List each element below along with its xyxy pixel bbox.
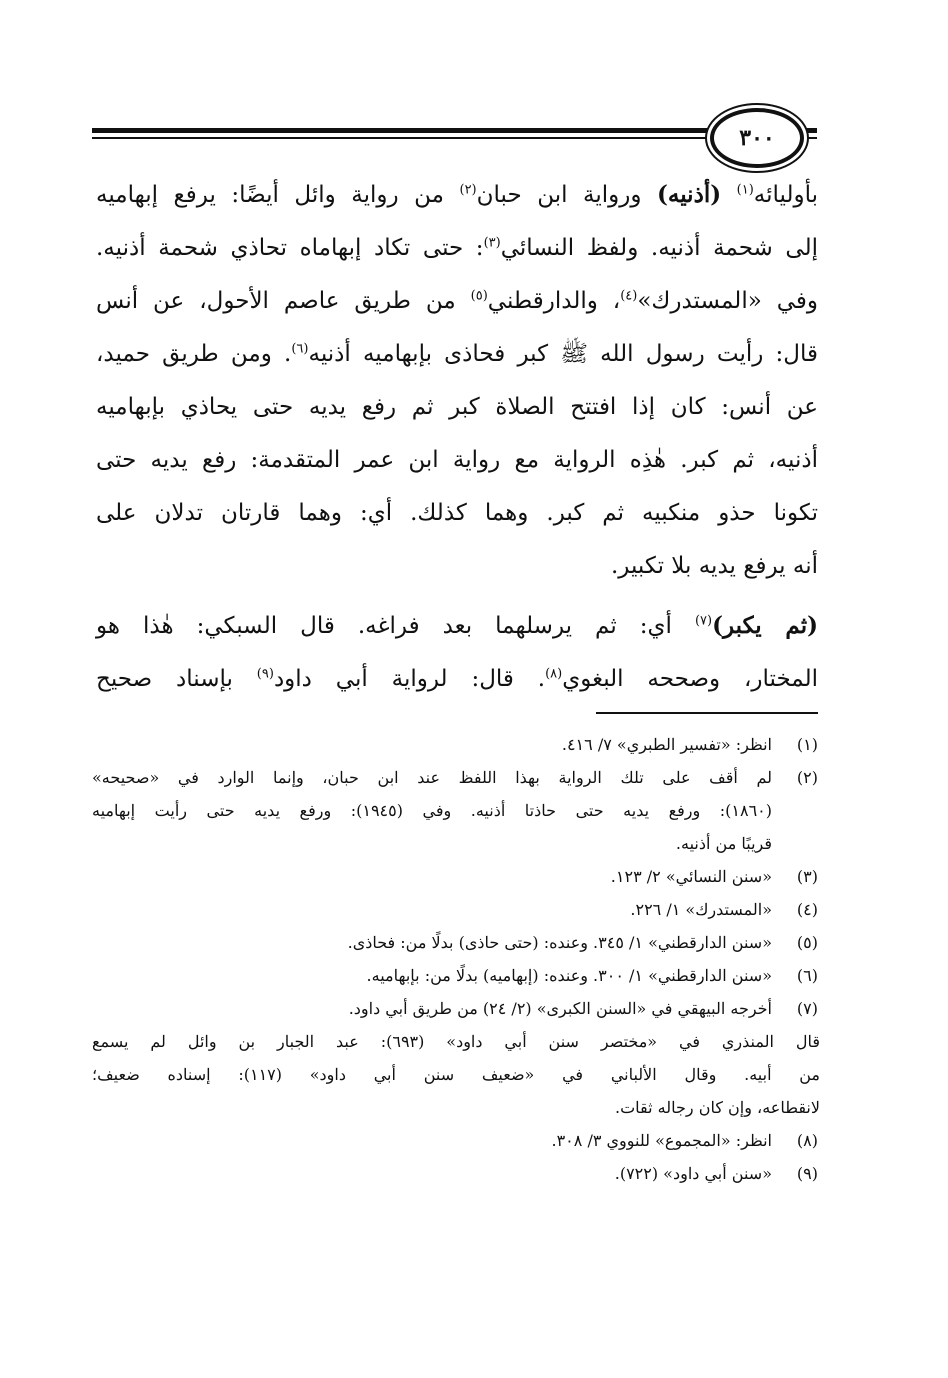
footnote-continuation: قال المنذري في «مختصر سنن أبي داود» (٦٩٣): عبد الجبار بن وائل لم يسمع من أبيه. وقال الألباني في «ضعيف سنن أبي داود» (١١٧): إسناده ضعيف؛ لانقطاعه، وإن كان رجاله ثقات. [92, 1032, 821, 1117]
footnotes [92, 728, 820, 1190]
footnote-number: (٢) [796, 768, 818, 787]
footnote-ref[interactable]: (٤) [620, 288, 638, 304]
header-rule-thin [92, 137, 817, 139]
footnote-item [92, 761, 820, 860]
footnote-item [92, 926, 820, 959]
text-line: قال: رأيت رسول الله ﷺ كبر فحاذى بإبهاميه أذنيه$^{(٦)}$. ومن طريق حميد، [96, 341, 818, 367]
footnote-item [92, 959, 820, 992]
text-line: المختار، وصححه البغوي$^{(٨)}$. قال: لرواية أبي داود$^{(٩)}$ بإسناد صحيح [96, 666, 818, 692]
footnote-text: انظر: «تفسير الطبري» ٧/ ٤١٦. [561, 735, 772, 754]
footnote-text: «المستدرك» ١/ ٢٢٦. [630, 900, 772, 919]
paragraph-2 [96, 599, 818, 706]
page-number: ٣٠٠ [739, 125, 775, 151]
footnote-ref[interactable]: (٨) [545, 666, 563, 682]
text-line: أذنيه، ثم كبر. هٰذِه الرواية مع رواية ابن عمر المتقدمة: رفع يديه حتى [96, 447, 818, 473]
footnote-ref[interactable]: (٢) [459, 182, 477, 198]
footnote-number: (٩) [796, 1164, 818, 1183]
page-number-medallion [710, 108, 804, 168]
footnote-number: (٣) [796, 867, 818, 886]
footnote-text: «سنن النسائي» ٢/ ١٢٣. [610, 867, 772, 886]
footnote-ref[interactable]: (٥) [470, 288, 488, 304]
footnote-number: (٨) [796, 1131, 818, 1150]
text-line: تكونا حذو منكبيه ثم كبر. وهما كذلك. أي: وهما قارتان تدلان على [96, 500, 818, 526]
text-line: وفي «المستدرك»$^{(٤)}$، والدارقطني$^{(٥)}$ من طريق عاصم الأحول، عن أنس [96, 288, 818, 314]
header-rule-thick [92, 128, 817, 133]
footnote-number: (٦) [796, 966, 818, 985]
footnote-ref[interactable]: (٦) [291, 341, 309, 357]
footnote-text: انظر: «المجموع» للنووي ٣/ ٣٠٨. [551, 1131, 772, 1150]
text-line: (ثم يكبر)$^{(٧)}$ أي: ثم يرسلهما بعد فراغه. قال السبكي: هٰذا هو [96, 612, 818, 639]
footnote-item [92, 893, 820, 926]
footnote-item [92, 1124, 820, 1157]
footnote-item [92, 992, 820, 1025]
text-line: بأوليائه$^{(١)}$ (أذنيه) ورواية ابن حبان$^{(٢)}$ من رواية وائل أيضًا: يرفع إبهاميه [96, 181, 819, 208]
footnote-text: أخرجه البيهقي في «السنن الكبرى» (٢/ ٢٤) من طريق أبي داود. [348, 999, 772, 1018]
footnote-number: (٤) [796, 900, 818, 919]
footnote-number: (٧) [796, 999, 818, 1018]
footnote-text: «سنن أبي داود» (٧٢٢). [614, 1164, 772, 1183]
paragraph-1 [96, 168, 818, 593]
footnote-ref[interactable]: (٧) [694, 613, 713, 629]
footnote-text: لم أقف على تلك الرواية بهذا اللفظ عند ابن حبان، وإنما الوارد في «صحيحه» (١٨٦٠): ورفع يديه حتى حاذتا أذنيه. وفي (١٩٤٥): ورفع يديه حتى رأيت إبهاميه قريبًا من أذنيه. [92, 768, 772, 853]
text-line: إلى شحمة أذنيه. ولفظ النسائي$^{(٣)}$: حتى تكاد إبهاماه تحاذي شحمة أذنيه. [96, 235, 818, 261]
footnote-text: «سنن الدارقطني» ١/ ٣٠٠. وعنده: (إبهاميه) بدلًا من: بإبهاميه. [366, 966, 772, 985]
main-text [96, 168, 818, 706]
footnote-ref[interactable]: (٣) [483, 235, 501, 251]
footnote-number: (٥) [796, 933, 818, 952]
footnote-item [92, 1157, 820, 1190]
footnote-number: (١) [796, 735, 818, 754]
footnote-ref[interactable]: (١) [736, 182, 754, 198]
quoted-term: (ثم يكبر) [712, 612, 818, 639]
footnote-text: «سنن الدارقطني» ١/ ٣٤٥. وعنده: (حتى حاذى) بدلًا من: فحاذى. [347, 933, 772, 952]
footnote-item [92, 728, 820, 761]
quoted-term: (أذنيه) [657, 181, 722, 208]
footnote-separator [596, 712, 818, 714]
text-line: أنه يرفع يديه بلا تكبير. [610, 553, 818, 579]
text-line: عن أنس: كان إذا افتتح الصلاة كبر ثم رفع يديه حتى يحاذي بإبهاميه [96, 394, 818, 420]
footnote-item [92, 860, 820, 893]
footnote-ref[interactable]: (٩) [256, 666, 274, 682]
